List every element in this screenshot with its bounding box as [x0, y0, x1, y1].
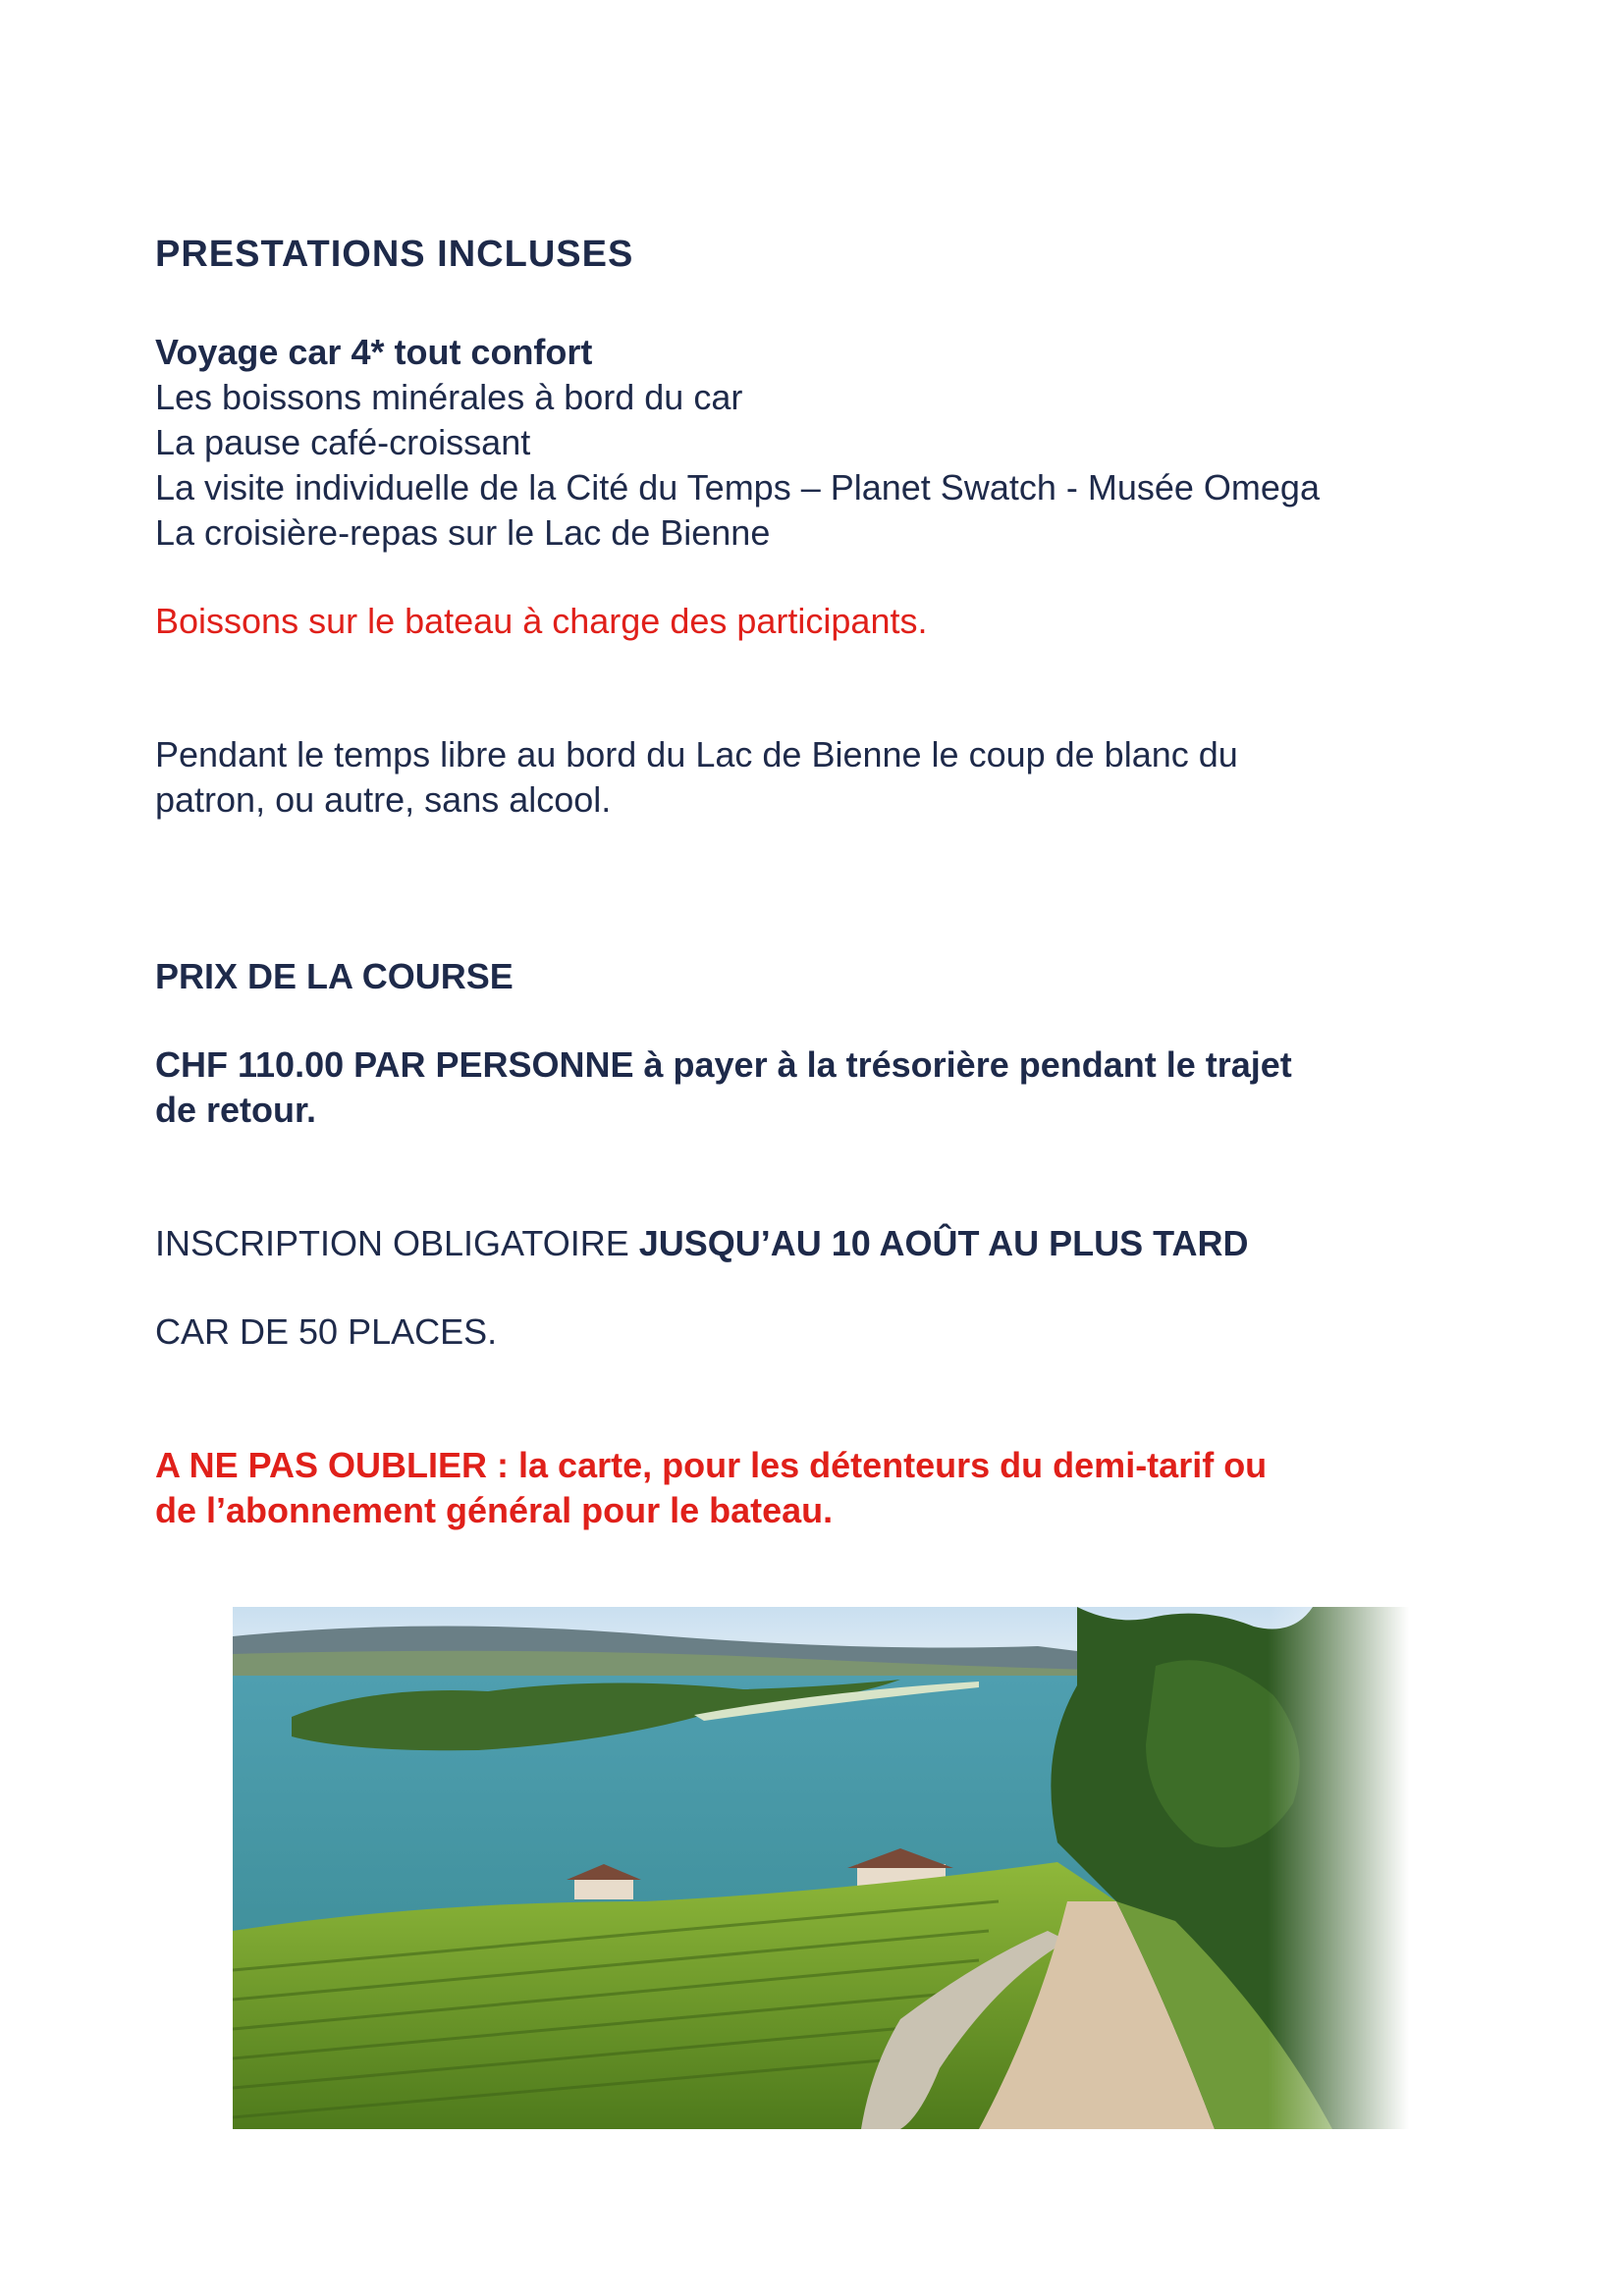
lake-bienne-vineyard-photo	[233, 1607, 1409, 2129]
inscription-deadline: JUSQU’AU 10 AOÛT AU PLUS TARD	[638, 1223, 1249, 1263]
price-line-2: de retour.	[155, 1090, 317, 1130]
free-time-line-2: patron, ou autre, sans alcool.	[155, 779, 612, 820]
drinks-note: Boissons sur le bateau à charge des participants.	[155, 601, 928, 641]
reminder-line-1: A NE PAS OUBLIER : la carte, pour les détenteurs du demi-tarif ou	[155, 1445, 1268, 1485]
prestations-heading: PRESTATIONS INCLUSES	[155, 234, 634, 275]
price-line-1: CHF 110.00 PAR PERSONNE à payer à la trésorière pendant le trajet	[155, 1044, 1292, 1085]
free-time-line-1: Pendant le temps libre au bord du Lac de Bienne le coup de blanc du	[155, 734, 1238, 774]
prestation-item-1: Voyage car 4* tout confort	[155, 332, 593, 372]
inscription-label: INSCRIPTION OBLIGATOIRE	[155, 1223, 639, 1263]
seats-line: CAR DE 50 PLACES.	[155, 1311, 498, 1352]
inscription-line	[155, 1221, 1248, 1266]
prestation-item-4: La visite individuelle de la Cité du Temps – Planet Swatch - Musée Omega	[155, 467, 1320, 507]
reminder-line-2: de l’abonnement général pour le bateau.	[155, 1490, 834, 1530]
prestation-item-2: Les boissons minérales à bord du car	[155, 377, 743, 417]
prestation-item-3: La pause café-croissant	[155, 422, 531, 462]
prestation-item-5: La croisière-repas sur le Lac de Bienne	[155, 512, 771, 553]
prix-heading: PRIX DE LA COURSE	[155, 956, 514, 996]
